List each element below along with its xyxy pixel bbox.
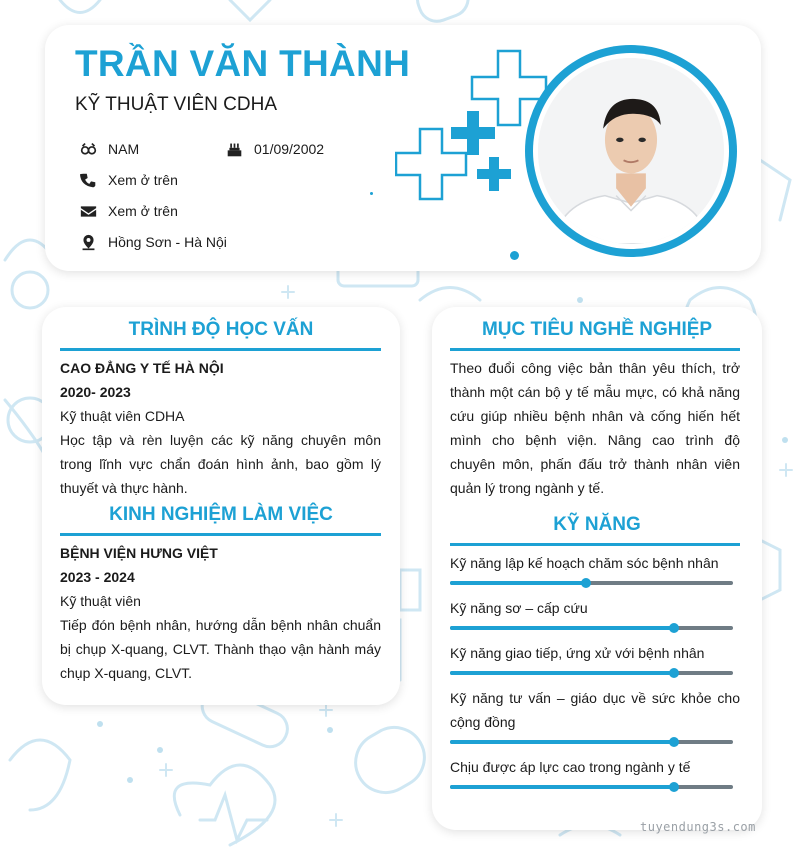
decorative-dot [510, 251, 519, 260]
phone-value[interactable]: Xem ở trên [108, 172, 178, 188]
skill-level-knob [669, 737, 679, 747]
profile-photo-frame [525, 45, 737, 257]
email-row [79, 202, 178, 220]
skill-label: Kỹ năng sơ – cấp cứu [450, 600, 588, 616]
skill-level-knob [581, 578, 591, 588]
address-value: Hồng Sơn - Hà Nội [108, 234, 227, 250]
skill-bar [450, 581, 733, 585]
skill-level-knob [669, 623, 679, 633]
education-major: Kỹ thuật viên CDHA [60, 408, 185, 424]
education-school: CAO ĐẲNG Y TẾ HÀ NỘI [60, 360, 224, 376]
job-title: KỸ THUẬT VIÊN CDHA [75, 94, 278, 115]
experience-position: Kỹ thuật viên [60, 593, 141, 609]
skill-level-knob [669, 782, 679, 792]
birthday-cake-icon [225, 140, 243, 158]
experience-period: 2023 - 2024 [60, 569, 135, 585]
email-icon [79, 202, 97, 220]
skill-label: Kỹ năng giao tiếp, ứng xử với bệnh nhân [450, 645, 705, 661]
skill-level-knob [669, 668, 679, 678]
location-pin-icon [79, 233, 97, 251]
skill-label: Chịu được áp lực cao trong ngành y tế [450, 759, 691, 775]
experience-heading: KINH NGHIỆM LÀM VIỆC [109, 504, 333, 525]
gender-icon [79, 140, 97, 158]
left-column-card [42, 307, 400, 705]
objective-heading: MỤC TIÊU NGHỀ NGHIỆP [481, 319, 713, 340]
skill-bar [450, 785, 733, 789]
birthday-value: 01/09/2002 [254, 141, 325, 157]
objective-text: Theo đuổi công việc bản thân yêu thích, trở thành một cán bộ y tế mẫu mực, có khả năng cứu giúp nhiều bệnh nhân và cống hiến hết mình cho bệnh viện. Nâng cao trình độ chuyên môn, phấn đấu trở thành nhân viên quản lý trong ngành y tế. [450, 360, 740, 496]
gender-row [79, 140, 139, 158]
skills-heading: KỸ NĂNG [553, 514, 641, 535]
decorative-dot [370, 192, 373, 195]
profile-photo [538, 58, 724, 244]
objective-divider [450, 348, 740, 351]
email-value[interactable]: Xem ở trên [108, 203, 178, 219]
skill-label: Kỹ năng lập kế hoạch chăm sóc bệnh nhân [450, 555, 719, 571]
skill-bar [450, 740, 733, 744]
education-divider [60, 348, 381, 351]
birthday-row [225, 140, 324, 158]
skills-divider [450, 543, 740, 546]
skill-bar [450, 671, 733, 675]
skill-bar [450, 626, 733, 630]
education-heading: TRÌNH ĐỘ HỌC VẤN [128, 319, 314, 340]
watermark: tuyendung3s.com [640, 820, 756, 834]
experience-description: Tiếp đón bệnh nhân, hướng dẫn bệnh nhân chuẩn bị chụp X-quang, CLVT. Thành thạo vận hành máy chụp X-quang, CLVT. [60, 617, 381, 681]
address-row [79, 233, 227, 251]
experience-company: BỆNH VIỆN HƯNG VIỆT [60, 545, 218, 561]
phone-icon [79, 171, 97, 189]
education-period: 2020- 2023 [60, 384, 131, 400]
header-card [45, 25, 761, 271]
education-description: Học tập và rèn luyện các kỹ năng chuyên môn trong lĩnh vực chẩn đoán hình ảnh, bao gồm lý thuyết và thực hành. [60, 432, 381, 496]
phone-row [79, 171, 178, 189]
gender-value: NAM [108, 141, 140, 157]
skill-label: Kỹ năng tư vấn – giáo dục về sức khỏe cho cộng đồng [450, 690, 740, 730]
right-column-card [432, 307, 762, 830]
candidate-name: TRẦN VĂN THÀNH [75, 43, 411, 84]
experience-divider [60, 533, 381, 536]
